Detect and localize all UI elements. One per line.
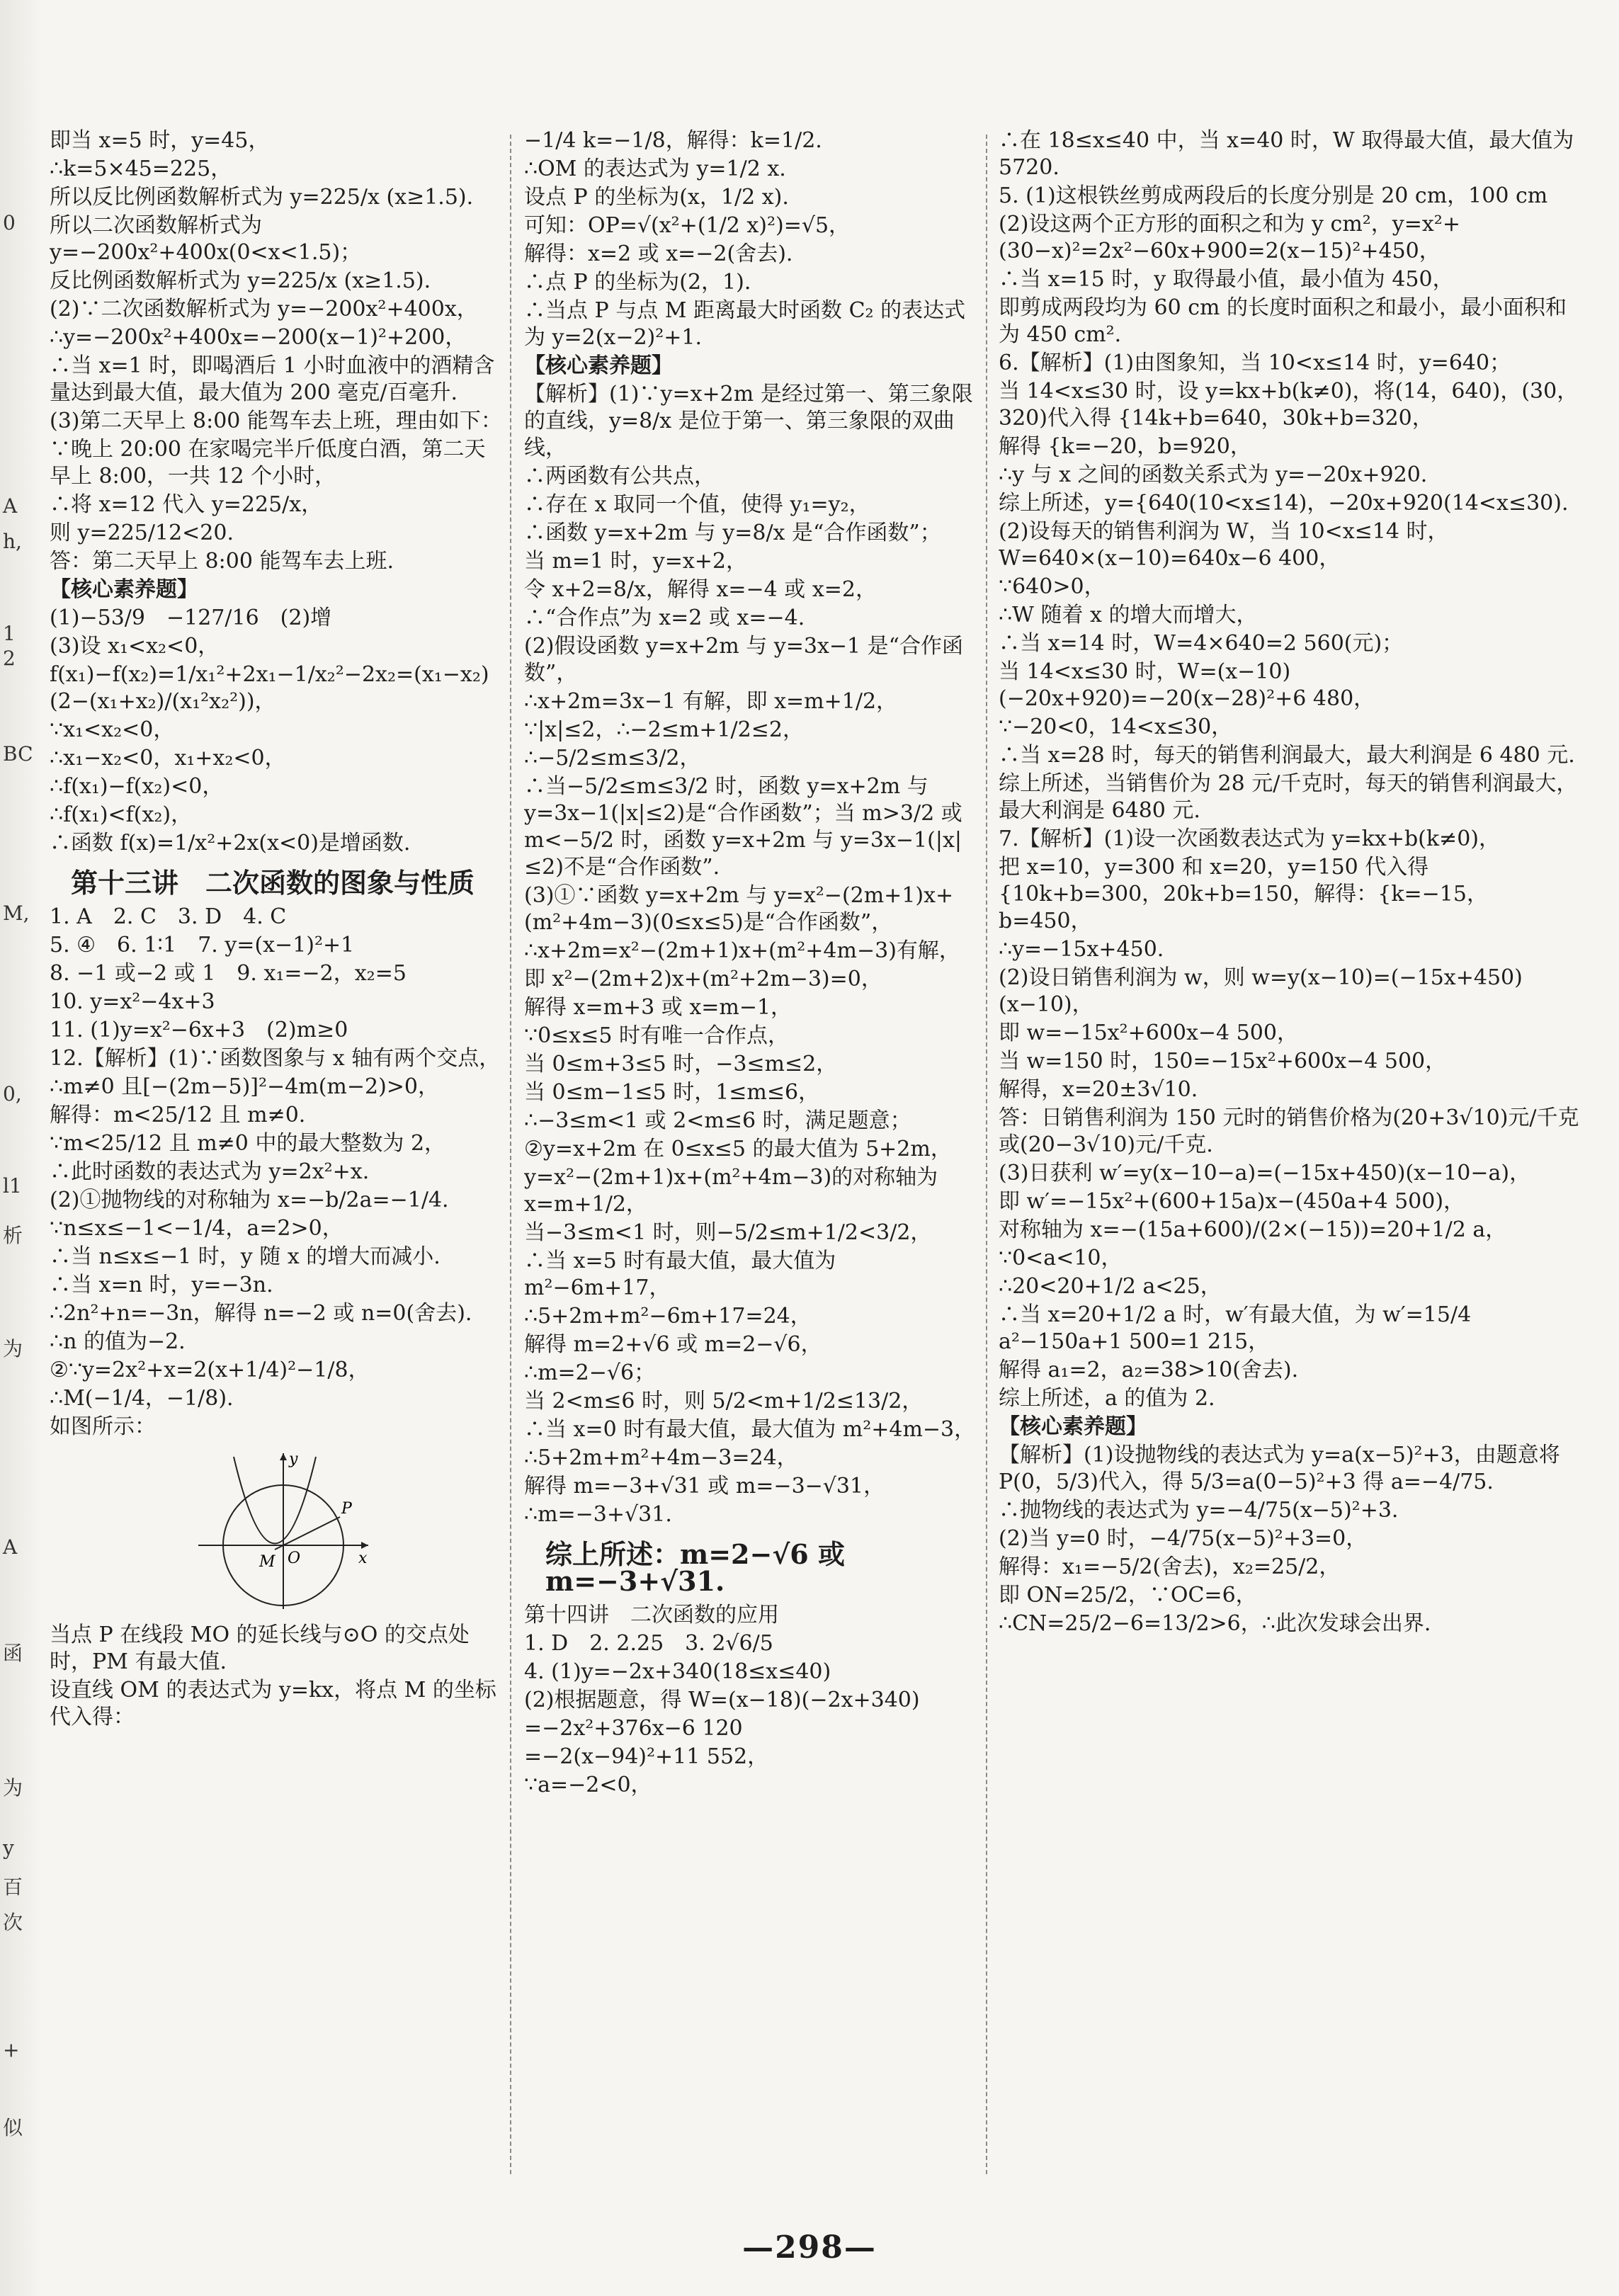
text-line: 10. y=x²−4x+3 <box>50 989 215 1014</box>
text-line: ②∵y=2x²+x=2(x+1/4)²−1/8， <box>50 1358 370 1382</box>
edge-mark: 次 <box>3 1911 23 1934</box>
text-line: (3)设 x₁<x₂<0， <box>50 634 220 659</box>
column-divider <box>986 135 987 2174</box>
text-line: 即当 x=5 时，y=45， <box>50 128 270 153</box>
text-line: ∴此时函数的表达式为 y=2x²+x. <box>50 1159 370 1184</box>
text-line: ∴y=−200x²+400x=−200(x−1)²+200， <box>50 325 467 350</box>
text-line: 令 x+2=8/x，解得 x=−4 或 x=2， <box>524 577 877 602</box>
text-line: ∴当 x=20+1/2 a 时，w′有最大值，为 w′=15/4 a²−150a+1 500=1 215， <box>999 1302 1478 1354</box>
edge-mark: 析 <box>3 1224 23 1247</box>
column-divider <box>510 135 511 2174</box>
text-line: ∵m<25/12 且 m≠0 中的最大整数为 2， <box>50 1131 446 1156</box>
x-axis-arrow <box>361 1542 368 1549</box>
text-line: 答：第二天早上 8:00 能驾车去上班. <box>50 549 394 574</box>
edge-mark: 为 <box>3 1776 23 1800</box>
text-line: 如图所示： <box>50 1414 156 1439</box>
text-line: 8. −1 或−2 或 1 9. x₁=−2，x₂=5 <box>50 961 407 986</box>
text-line: ∴5+2m+m²+4m−3=24， <box>524 1445 798 1470</box>
text-line: 则 y=225/12<20. <box>50 521 234 545</box>
text-line: (1)−53/9 −127/16 (2)增 <box>50 606 332 630</box>
edge-mark: 为 <box>3 1337 23 1360</box>
text-line: 当 0≤m−1≤5 时，1≤m≤6， <box>524 1080 820 1105</box>
text-line: 当 14<x≤30 时，设 y=kx+b(k≠0)，将(14，640)，(30，320)代入得 {14k+b=640，30k+b=320， <box>999 379 1579 431</box>
text-line: 即 w=−15x²+600x−4 500， <box>999 1021 1298 1045</box>
text-line: ∴当 n≤x≤−1 时，y 随 x 的增大而减小. <box>50 1244 441 1269</box>
y-axis-arrow <box>280 1453 287 1460</box>
text-line: y=x²−(2m+1)x+(m²+4m−3)的对称轴为 x=m+1/2， <box>524 1165 945 1217</box>
text-line: 7.【解析】(1)设一次函数表达式为 y=kx+b(k≠0)， <box>999 826 1500 851</box>
text-line: ∴f(x₁)<f(x₂)， <box>50 802 193 827</box>
text-line: ∴当 x=14 时，W=4×640=2 560(元)； <box>999 631 1404 656</box>
text-line: 4. (1)y=−2x+340(18≤x≤40) <box>524 1659 831 1684</box>
text-line: ∴m=2−√6； <box>524 1360 656 1385</box>
edge-mark: y <box>3 1836 14 1860</box>
text-line: 解得 x=m+3 或 x=m−1， <box>524 995 793 1020</box>
lecture-heading: 综上所述：m=2−√6 或 m=−3+√31. <box>545 1538 855 1597</box>
text-line: 所以反比例函数解析式为 y=225/x (x≥1.5). <box>50 185 474 210</box>
text-line: 综上所述，当销售价为 28 元/千克时，每天的销售利润最大，最大利润是 6480 元. <box>999 771 1578 823</box>
text-line: 答：日销售利润为 150 元时的销售价格为(20+3√10)元/千克或(20−3√10)元/千克. <box>999 1106 1579 1157</box>
text-line: ∴5+2m+m²−6m+17=24， <box>524 1304 812 1329</box>
text-line: 当 w=150 时，150=−15x²+600x−4 500， <box>999 1049 1447 1074</box>
text-line: ∴f(x₁)−f(x₂)<0， <box>50 774 224 799</box>
edge-mark: 似 <box>3 2116 23 2139</box>
text-line: ∴x+2m=3x−1 有解，即 x=m+1/2， <box>524 689 898 714</box>
text-line: (2)设每天的销售利润为 W，当 10<x≤14 时，W=640×(x−10)=640x−6 400， <box>999 519 1449 571</box>
text-line: =−2x²+376x−6 120 <box>524 1716 743 1741</box>
text-line: ∴函数 y=x+2m 与 y=8/x 是“合作函数”； <box>524 521 941 545</box>
text-line: 当 0≤m+3≤5 时，−3≤m≤2， <box>524 1052 838 1076</box>
text-line: ∵x₁<x₂<0， <box>50 717 175 742</box>
parabola-curve <box>234 1457 316 1544</box>
answer-column-1 <box>50 127 503 2181</box>
text-line: 反比例函数解析式为 y=225/x (x≥1.5). <box>50 268 431 293</box>
text-line: 当−3≤m<1 时，则−5/2≤m+1/2<3/2， <box>524 1220 932 1245</box>
text-line: 【解析】(1)设抛物线的表达式为 y=a(x−5)²+3，由题意将 P(0，5/3)代入，得 5/3=a(0−5)²+3 得 a=−4/75. <box>999 1443 1567 1494</box>
text-line: ∴n 的值为−2. <box>50 1329 186 1354</box>
text-line: 设点 P 的坐标为(x，1/2 x). <box>524 185 789 210</box>
text-line: 即剪成两段均为 60 cm 的长度时面积之和最小，最小面积和为 450 cm². <box>999 295 1567 347</box>
text-line: (3)第二天早上 8:00 能驾车去上班，理由如下： <box>50 409 502 433</box>
text-line: f(x₁)−f(x₂)=1/x₁²+2x₁−1/x₂²−2x₂=(x₁−x₂)(2−(x₁+x₂)/(x₁²x₂²))， <box>50 662 489 714</box>
text-line: (2)根据题意，得 W=(x−18)(−2x+340) <box>524 1688 920 1712</box>
text-line: 可知：OP=√(x²+(1/2 x)²)=√5， <box>524 213 851 238</box>
edge-mark: M, <box>3 902 30 925</box>
text-line: ∵a=−2<0， <box>524 1773 652 1797</box>
text-line: ∴抛物线的表达式为 y=−4/75(x−5)²+3. <box>999 1498 1399 1523</box>
edge-mark: 1 <box>3 622 16 645</box>
text-line: ∴两函数有公共点， <box>524 464 715 489</box>
text-line: ∴−5/2≤m≤3/2， <box>524 746 701 771</box>
text-line: ∴W 随着 x 的增大而增大， <box>999 603 1258 627</box>
text-line: 当 14<x≤30 时，W=(x−10)(−20x+920)=−20(x−28)²+6 480， <box>999 659 1375 711</box>
text-line: ∵0≤x≤5 时有唯一合作点， <box>524 1023 789 1048</box>
text-line: ∴当 x=5 时有最大值，最大值为 m²−6m+17， <box>524 1249 843 1300</box>
edge-mark: 2 <box>3 647 16 670</box>
edge-mark: BC <box>3 742 33 766</box>
text-line: 6.【解析】(1)由图象知，当 10<x≤14 时，y=640； <box>999 351 1511 375</box>
text-line: ∵−20<0，14<x≤30， <box>999 715 1233 739</box>
text-line: ∴当 x=1 时，即喝酒后 1 小时血液中的酒精含量达到最大值，最大值为 200 毫克/百毫升. <box>50 353 495 405</box>
text-line: 【解析】(1)∵y=x+2m 是经过第一、第三象限的直线，y=8/x 是位于第一、第三象限的双曲线， <box>524 382 973 460</box>
text-line: 当点 P 在线段 MO 的延长线与⊙O 的交点处时，PM 有最大值. <box>50 1622 470 1674</box>
answer-column-3 <box>999 127 1579 2181</box>
text-line: 解得：x₁=−5/2(舍去)，x₂=25/2， <box>999 1555 1341 1579</box>
text-line: ∴当 x=0 时有最大值，最大值为 m²+4m−3， <box>524 1417 976 1442</box>
text-line: 即 ON=25/2，∵OC=6， <box>999 1583 1257 1608</box>
text-line: ∴x₁−x₂<0，x₁+x₂<0， <box>50 746 286 771</box>
text-line: ∴2n²+n=−3n，解得 n=−2 或 n=0(舍去). <box>50 1301 472 1326</box>
text-line: ∴y=−15x+450. <box>999 937 1164 962</box>
text-line: ∵晚上 20:00 在家喝完半斤低度白酒，第二天早上 8:00，一共 12 个小时， <box>50 437 486 489</box>
lecture-heading: 第十三讲 二次函数的图象与性质 <box>71 867 475 899</box>
text-line: −1/4 k=−1/8，解得：k=1/2. <box>524 128 822 153</box>
page-number: —298— <box>742 2229 877 2266</box>
text-line: 当 m=1 时，y=x+2， <box>524 549 747 574</box>
edge-mark: A <box>3 1535 18 1559</box>
text-line: 第十四讲 二次函数的应用 <box>524 1603 779 1627</box>
text-line: ∴m≠0 且[−(2m−5)]²−4m(m−2)>0， <box>50 1074 440 1099</box>
text-line: 所以二次函数解析式为 y=−200x²+400x(0<x<1.5)； <box>50 213 362 265</box>
edge-mark: A <box>3 494 18 518</box>
text-line: ∴当点 P 与点 M 距离最大时函数 C₂ 的表达式为 y=2(x−2)²+1. <box>524 298 966 350</box>
edge-mark: 0 <box>3 211 16 234</box>
parabola-circle-figure <box>191 1446 375 1616</box>
text-line: ∴存在 x 取同一个值，使得 y₁=y₂， <box>524 492 870 517</box>
text-line: (3)①∵函数 y=x+2m 与 y=x²−(2m+1)x+(m²+4m−3)(0≤x≤5)是“合作函数”， <box>524 883 954 935</box>
text-line: (2)设日销售利润为 w，则 w=y(x−10)=(−15x+450)(x−10)， <box>999 965 1523 1017</box>
text-line: ∴CN=25/2−6=13/2>6，∴此次发球会出界. <box>999 1611 1431 1636</box>
text-line: 把 x=10，y=300 和 x=20，y=150 代入得 {10k+b=300，20k+b=150，解得：{k=−15，b=450， <box>999 855 1488 933</box>
text-line: ∴−3≤m<1 或 2<m≤6 时，满足题意； <box>524 1108 911 1133</box>
edge-mark: 0, <box>3 1082 22 1106</box>
text-line: (3)日获利 w′=y(x−10−a)=(−15x+450)(x−10−a)， <box>999 1161 1531 1186</box>
text-line: ∴当−5/2≤m≤3/2 时，函数 y=x+2m 与 y=3x−1(|x|≤2)是“合作函数”；当 m>3/2 或 m<−5/2 时，函数 y=x+2m 与 y=3x−1(|x|≤2)不是“合作函数”. <box>524 774 970 880</box>
text-line: 1. A 2. C 3. D 4. C <box>50 904 287 929</box>
text-line: 对称轴为 x=−(15a+600)/(2×(−15))=20+1/2 a， <box>999 1217 1507 1242</box>
text-line: 12.【解析】(1)∵函数图象与 x 轴有两个交点， <box>50 1046 501 1071</box>
edge-mark: 百 <box>3 1875 23 1899</box>
section-tag: 【核心素养题】 <box>999 1414 1147 1439</box>
text-line: ∵0<a<10， <box>999 1246 1123 1271</box>
text-line: 解得 m=−3+√31 或 m=−3−√31， <box>524 1474 885 1499</box>
text-line: (2)设这两个正方形的面积之和为 y cm²，y=x²+(30−x)²=2x²−60x+900=2(x−15)²+450， <box>999 212 1460 263</box>
left-page-edge <box>0 0 42 2296</box>
text-line: ∵|x|≤2，∴−2≤m+1/2≤2， <box>524 717 804 742</box>
text-line: 解得：x=2 或 x=−2(舍去). <box>524 241 793 266</box>
text-line: 解得 m=2+√6 或 m=2−√6， <box>524 1332 822 1357</box>
text-line: ∴在 18≤x≤40 中，当 x=40 时，W 取得最大值，最大值为5720. <box>999 128 1574 180</box>
text-line: ∴OM 的表达式为 y=1/2 x. <box>524 157 786 181</box>
text-line: (2)①抛物线的对称轴为 x=−b/2a=−1/4. <box>50 1188 449 1212</box>
text-line: ∴M(−1/4，−1/8). <box>50 1386 234 1411</box>
section-tag: 【核心素养题】 <box>524 353 673 378</box>
text-line: ∵640>0， <box>999 574 1106 599</box>
answer-column-2 <box>524 127 977 2181</box>
text-line: ∴当 x=15 时，y 取得最小值，最小值为 450， <box>999 267 1454 292</box>
text-line: 综上所述，a 的值为 2. <box>999 1386 1215 1411</box>
text-line: 解得 {k=−20，b=920， <box>999 434 1251 459</box>
text-line: ∴y 与 x 之间的函数关系式为 y=−20x+920. <box>999 462 1428 487</box>
text-line: ∴点 P 的坐标为(2，1). <box>524 270 751 295</box>
text-line: 解得 a₁=2，a₂=38>10(舍去). <box>999 1358 1299 1382</box>
origin-label: O <box>288 1550 301 1567</box>
text-line: (2)假设函数 y=x+2m 与 y=3x−1 是“合作函数”， <box>524 634 963 686</box>
edge-mark: + <box>3 2038 20 2062</box>
x-axis-label: x <box>358 1550 368 1567</box>
section-tag: 【核心素养题】 <box>50 577 198 602</box>
text-line: ∴m=−3+√31. <box>524 1502 672 1527</box>
text-line: ∴将 x=12 代入 y=225/x， <box>50 492 323 517</box>
text-line: 5. ④ 6. 1∶1 7. y=(x−1)²+1 <box>50 933 355 957</box>
text-line: 当 2<m≤6 时，则 5/2<m+1/2≤13/2， <box>524 1389 924 1414</box>
text-line: ∴当 x=n 时，y=−3n. <box>50 1273 273 1297</box>
text-line: 1. D 2. 2.25 3. 2√6/5 <box>524 1631 773 1656</box>
edge-mark: h, <box>3 530 22 553</box>
text-line: =−2(x−94)²+11 552， <box>524 1744 769 1769</box>
text-line: 11. (1)y=x²−6x+3 (2)m≥0 <box>50 1018 348 1042</box>
text-line: 设直线 OM 的表达式为 y=kx，将点 M 的坐标代入得： <box>50 1678 496 1729</box>
text-line: 即 w′=−15x²+(600+15a)x−(450a+4 500)， <box>999 1189 1465 1214</box>
text-line: ②y=x+2m 在 0≤x≤5 的最大值为 5+2m， <box>524 1137 952 1161</box>
text-line: 5. (1)这根铁丝剪成两段后的长度分别是 20 cm，100 cm <box>999 183 1548 208</box>
y-axis-label: y <box>289 1450 298 1468</box>
point-p-label: P <box>341 1500 352 1518</box>
text-line: ∴20<20+1/2 a<25， <box>999 1274 1222 1299</box>
point-m-label: M <box>259 1553 275 1571</box>
text-line: ∴k=5×45=225， <box>50 157 232 181</box>
text-line: ∴函数 f(x)=1/x²+2x(x<0)是增函数. <box>50 831 411 856</box>
text-line: (2)当 y=0 时，−4/75(x−5)²+3=0， <box>999 1526 1368 1551</box>
text-line: 解得：m<25/12 且 m≠0. <box>50 1103 306 1127</box>
edge-mark: l1 <box>3 1174 22 1198</box>
text-line: ∴“合作点”为 x=2 或 x=−4. <box>524 606 805 630</box>
text-line: (2)∵二次函数解析式为 y=−200x²+400x， <box>50 297 478 322</box>
text-line: 即 x²−(2m+2)x+(m²+2m−3)=0， <box>524 967 882 991</box>
text-line: ∵n≤x≤−1<−1/4，a=2>0， <box>50 1216 343 1241</box>
text-line: ∴当 x=28 时，每天的销售利润最大，最大利润是 6 480 元. <box>999 743 1575 768</box>
text-line: 解得，x=20±3√10. <box>999 1077 1198 1102</box>
edge-mark: 函 <box>3 1642 23 1665</box>
text-line: 综上所述，y={640(10<x≤14)，−20x+920(14<x≤30). <box>999 491 1569 516</box>
text-line: ∴x+2m=x²−(2m+1)x+(m²+4m−3)有解， <box>524 938 960 963</box>
